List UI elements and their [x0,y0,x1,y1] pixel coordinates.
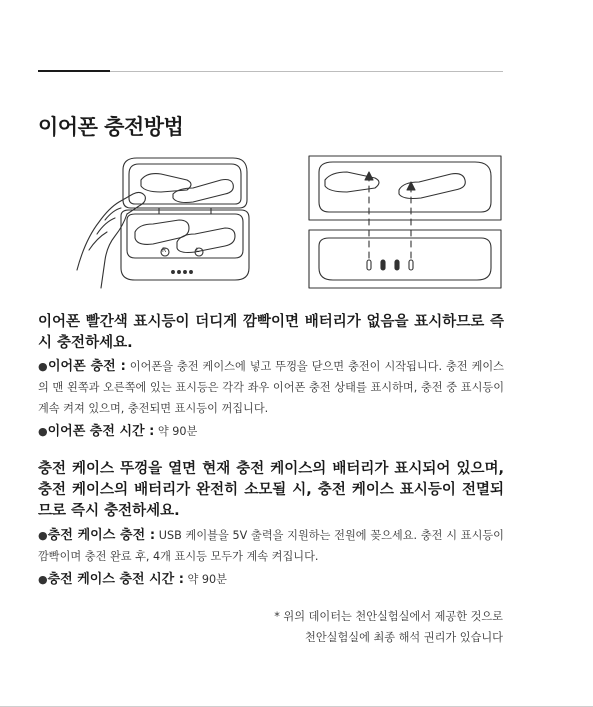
page-title: 이어폰 충전방법 [38,115,184,139]
case-indicator-illustration [305,150,505,290]
case-open-illustration [75,150,275,290]
section1-time-label: 이어폰 충전 시간 : [47,424,155,439]
header-rule-accent [38,70,110,72]
section2-charging [38,525,504,567]
footnote-line1: * 위의 데이터는 천안실험실에서 제공한 것으로 [274,610,503,623]
section1-charging [38,356,504,419]
bullet-dot-icon: ● [38,573,48,586]
header-rule [110,71,503,72]
bullet-dot-icon: ● [38,425,48,438]
section1-time-text: 약 90분 [154,425,198,438]
case-label-left: L [196,247,200,254]
section2-charging-label: 충전 케이스 충전 : [47,528,156,543]
section2-time-text: 약 90분 [183,573,227,586]
bullet-dot-icon: ● [38,360,48,373]
section2-headline: 충전 케이스 뚜껑을 열면 현재 충전 케이스의 배터리가 표시되어 있으며, 충전 케이스의 배터리가 완전히 소모될 시, 충전 케이스 표시등이 전멸되므로 즉시 충전하세요. [38,461,504,519]
section1-time [38,421,504,442]
section2-time [38,569,504,590]
section2-time-label: 충전 케이스 충전 시간 : [47,572,184,587]
footnote-line2: 천안실험실에 최종 해석 권리가 있습니다 [305,631,503,644]
section1-charging-text: 이어폰을 충전 케이스에 넣고 뚜껑을 닫으면 충전이 시작됩니다. 충전 케이스의 맨 왼쪽과 오른쪽에 있는 표시등은 각각 좌우 이어폰 충전 상태를 표시하며, 충전 중 표시등이 계속 켜져 있으며, 충전되면 표시등이 꺼집니다. [38,360,504,415]
section1-charging-label: 이어폰 충전 : [48,359,126,374]
section1-headline: 이어폰 빨간색 표시등이 더디게 깜빡이면 배터리가 없음을 표시하므로 즉시 충전하세요. [38,314,504,351]
case-label-right: R [162,247,167,254]
bullet-dot-icon: ● [38,529,48,542]
section2-charging-text: USB 케이블을 5V 출력을 지원하는 전원에 꽂으세요. 충전 시 표시등이 깜빡이며 충전 완료 후, 4개 표시등 모두가 계속 켜집니다. [38,529,504,563]
